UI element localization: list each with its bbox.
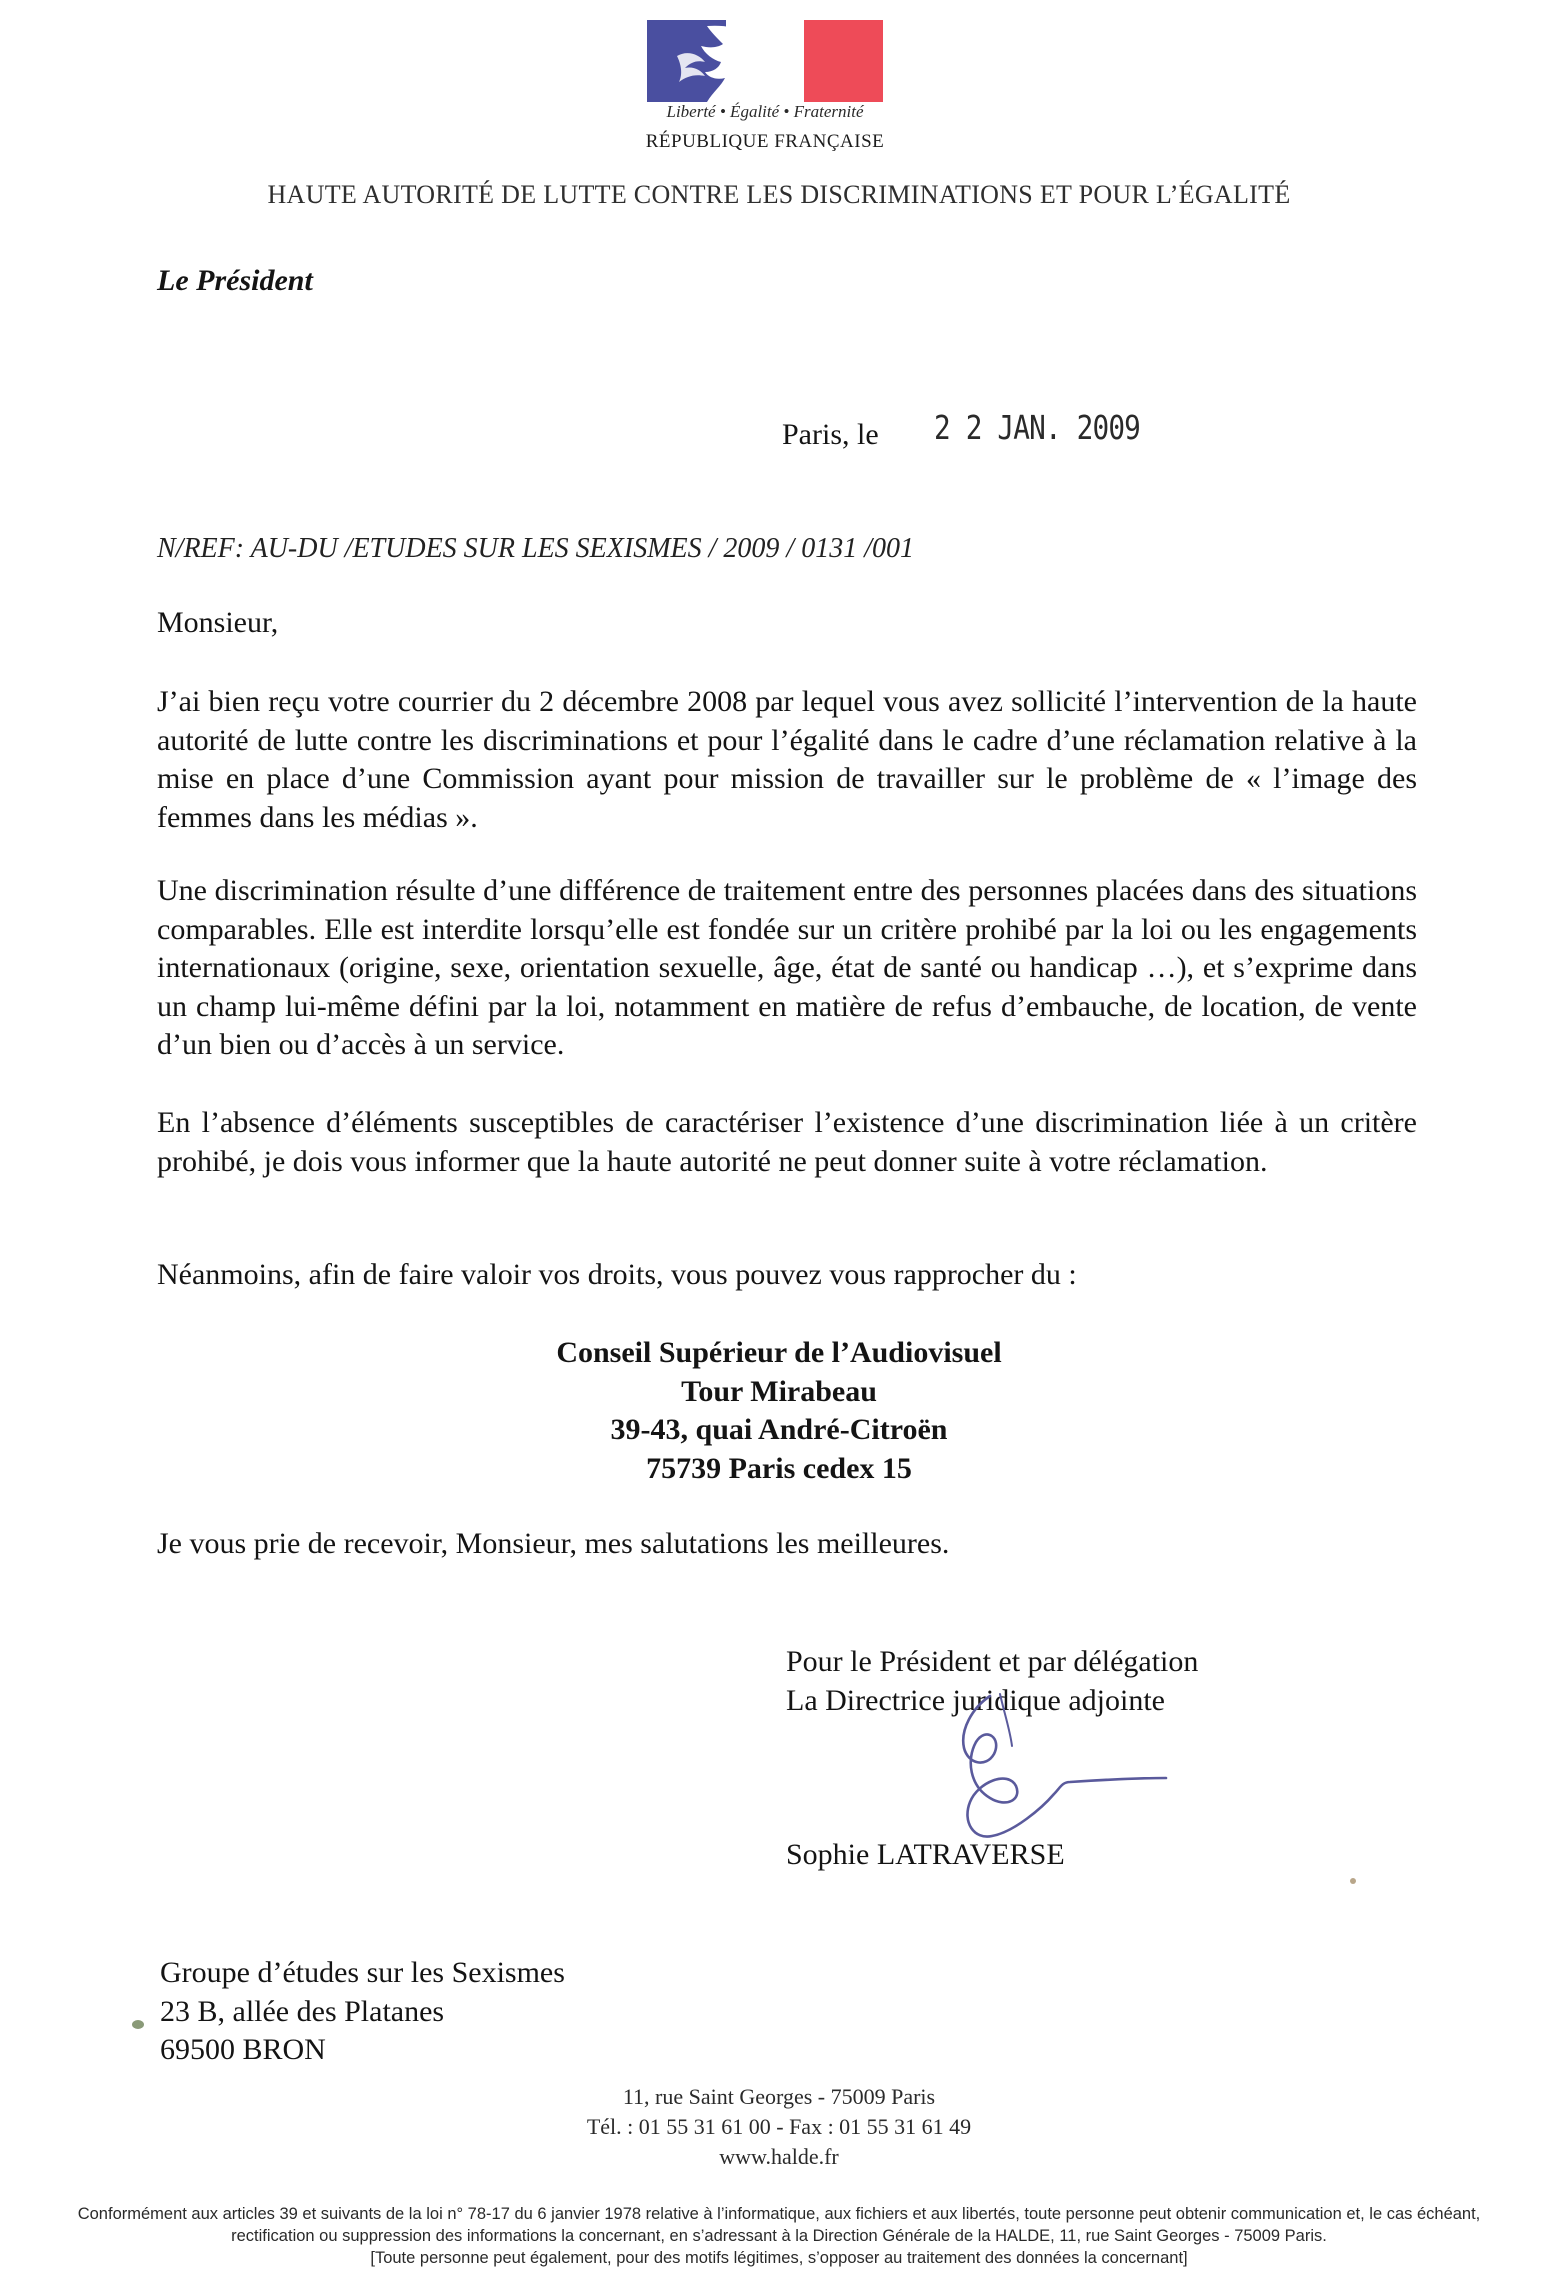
- recipient-line: 69500 BRON: [160, 2033, 326, 2066]
- legal-notice: [0, 2203, 1558, 2269]
- referral-address-line: 39-43, quai André-Citroën: [610, 1413, 948, 1446]
- recipient-address: [160, 1954, 565, 2070]
- reference-line: N/REF: AU-DU /ETUDES SUR LES SEXISMES / 2009 / 0131 /001: [157, 533, 914, 564]
- date-place: Paris, le: [782, 418, 879, 451]
- closing-formula: Je vous prie de recevoir, Monsieur, mes salutations les meilleures.: [157, 1527, 950, 1560]
- authority-name: HAUTE AUTORITÉ DE LUTTE CONTRE LES DISCRIMINATIONS ET POUR L’ÉGALITÉ: [267, 180, 1291, 209]
- legal-line: [Toute personne peut également, pour des motifs légitimes, s’opposer au traitement des données la concernant]: [370, 2249, 1188, 2267]
- salutation: Monsieur,: [157, 606, 279, 639]
- body-paragraph: Néanmoins, afin de faire valoir vos droits, vous pouvez vous rapprocher du :: [157, 1258, 1077, 1291]
- sender-title: Le Président: [157, 264, 313, 297]
- footer-contact: [0, 2082, 1558, 2172]
- referral-address-line: Tour Mirabeau: [681, 1374, 877, 1408]
- signatory-name: Sophie LATRAVERSE: [786, 1838, 1065, 1871]
- recipient-line: 23 B, allée des Platanes: [160, 1994, 445, 2028]
- scan-speck: [132, 2020, 144, 2029]
- scan-speck: [1350, 1878, 1356, 1884]
- referral-address: [0, 1334, 1558, 1488]
- footer-address: 11, rue Saint Georges - 75009 Paris: [622, 2084, 936, 2109]
- marianne-logo: [647, 20, 883, 102]
- body-paragraph: J’ai bien reçu votre courrier du 2 décembre 2008 par lequel vous avez sollicité l’intervention de la haute autorité de lutte contre les discriminations et pour l’égalité dans le cadre d’une réclamation relative à la mise en place d’une Commission ayant pour mission de travailler sur le problème de « l’image des femmes dans les médias ».: [157, 685, 1417, 834]
- signatory-role: La Directrice juridique adjointe: [786, 1683, 1165, 1717]
- handwritten-signature: [930, 1690, 1170, 1860]
- date-stamp: 2 2 JAN. 2009: [934, 408, 1141, 447]
- legal-line: rectification ou suppression des informations la concernant, en s’adressant à la Direction Générale de la HALDE, 11, rue Saint Georges - 75009 Paris.: [231, 2227, 1327, 2245]
- referral-address-line: Conseil Supérieur de l’Audiovisuel: [556, 1336, 1002, 1369]
- republic-motto: Liberté • Égalité • Fraternité: [666, 102, 864, 121]
- body-paragraph: En l’absence d’éléments susceptibles de caractériser l’existence d’une discrimination liée à un critère prohibé, je dois vous informer que la haute autorité ne peut donner suite à votre réclamation.: [157, 1106, 1417, 1178]
- referral-address-line: 75739 Paris cedex 15: [646, 1451, 912, 1485]
- republic-name: RÉPUBLIQUE FRANÇAISE: [645, 131, 885, 152]
- signatory-delegation: Pour le Président et par délégation: [786, 1645, 1199, 1678]
- footer-website: www.halde.fr: [719, 2144, 839, 2169]
- recipient-line: Groupe d’études sur les Sexismes: [160, 1956, 565, 1989]
- footer-phone: Tél. : 01 55 31 61 00 - Fax : 01 55 31 61 49: [586, 2114, 972, 2139]
- republic-flag-icon: [647, 20, 883, 102]
- body-paragraph: Une discrimination résulte d’une différence de traitement entre des personnes placées dans des situations comparables. Elle est interdite lorsqu’elle est fondée sur un critère prohibé par la loi ou les engagements internationaux (origine, sexe, orientation sexuelle, âge, état de santé ou handicap …), et s’exprime dans un champ lui-même défini par la loi, notamment en matière de refus d’embauche, de location, de vente d’un bien ou d’accès à un service.: [157, 874, 1417, 1061]
- legal-line: Conformément aux articles 39 et suivants de la loi n° 78-17 du 6 janvier 1978 relative à l’informatique, aux fichiers et aux libertés, toute personne peut obtenir communication et, le cas échéant,: [77, 2205, 1481, 2223]
